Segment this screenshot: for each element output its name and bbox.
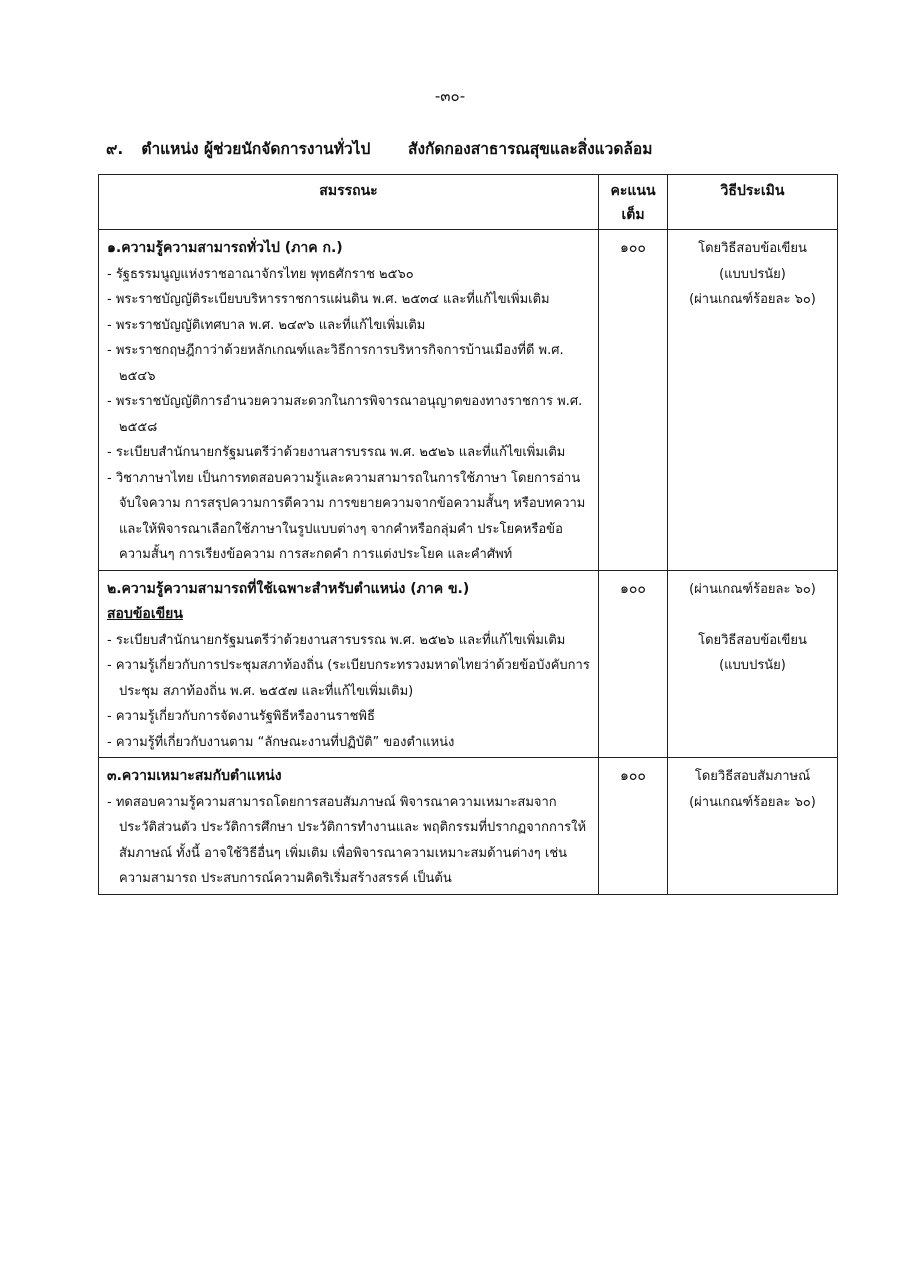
list-item: - พระราชบัญญัติการอำนวยความสะดวกในการพิจารณาอนุญาตของทางราชการ พ.ศ. ๒๕๕๘ [107, 389, 590, 440]
header-method: วิธีประเมิน [668, 175, 838, 230]
method-line: โดยวิธีสอบข้อเขียน [698, 632, 807, 648]
table-row [99, 230, 838, 571]
section-1-content [99, 230, 599, 571]
list-item: - ทดสอบความรู้ความสามารถโดยการสอบสัมภาษณ์ พิจารณาความเหมาะสมจากประวัติส่วนตัว ประวัติการศึกษา ประวัติการทำงานและ พฤติกรรมที่ปรากฏจากการให้สัมภาษณ์ ทั้งนี้ อาจใช้วิธีอื่นๆ เพิ่มเติม เพื่อพิจารณาความเหมาะสมด้านต่างๆ เช่น ความสามารถ ประสบการณ์ความคิดริเริ่มสร้างสรรค์ เป็นต้น [107, 790, 590, 892]
agency-title: สังกัดกองสาธารณสุขและสิ่งแวดล้อม [408, 140, 653, 158]
section-2-score: ๑๐๐ [599, 570, 668, 758]
list-item: - พระราชกฤษฎีกาว่าด้วยหลักเกณฑ์และวิธีการการบริหารกิจการบ้านเมืองที่ดี พ.ศ. ๒๕๔๖ [107, 338, 590, 389]
section-1-score: ๑๐๐ [599, 230, 668, 571]
section-title: ๑.ความรู้ความสามารถทั่วไป (ภาค ก.) [107, 240, 343, 256]
section-title: ๓.ความเหมาะสมกับตำแหน่ง [107, 768, 282, 784]
position-heading [106, 136, 653, 161]
list-item: - ระเบียบสำนักนายกรัฐมนตรีว่าด้วยงานสารบรรณ พ.ศ. ๒๕๒๖ และที่แก้ไขเพิ่มเติม [107, 440, 590, 466]
section-1-method [668, 230, 838, 571]
list-item: - พระราชบัญญัติเทศบาล พ.ศ. ๒๔๙๖ และที่แก้ไขเพิ่มเติม [107, 313, 590, 339]
table-row [99, 758, 838, 895]
list-item: - รัฐธรรมนูญแห่งราชอาณาจักรไทย พุทธศักราช ๒๕๖๐ [107, 262, 590, 288]
method-line: (ผ่านเกณฑ์ร้อยละ ๖๐) [689, 794, 816, 810]
list-item: - ระเบียบสำนักนายกรัฐมนตรีว่าด้วยงานสารบรรณ พ.ศ. ๒๕๒๖ และที่แก้ไขเพิ่มเติม [107, 628, 590, 654]
list-item: - ความรู้ที่เกี่ยวกับงานตาม “ลักษณะงานที่ปฏิบัติ” ของตำแหน่ง [107, 730, 590, 756]
table-header-row [99, 175, 838, 230]
header-competency: สมรรถนะ [99, 175, 599, 230]
position-title: ตำแหน่ง ผู้ช่วยนักจัดการงานทั่วไป [141, 140, 371, 158]
method-line: (แบบปรนัย) [719, 266, 786, 282]
method-line: (ผ่านเกณฑ์ร้อยละ ๖๐) [689, 581, 816, 597]
page-number: -๓๐- [434, 87, 466, 105]
section-3-score: ๑๐๐ [599, 758, 668, 895]
method-line: โดยวิธีสอบข้อเขียน [698, 241, 807, 256]
list-item: - วิชาภาษาไทย เป็นการทดสอบความรู้และความสามารถในการใช้ภาษา โดยการอ่านจับใจความ การสรุปความการตีความ การขยายความจากข้อความสั้นๆ หรือบทความ และให้พิจารณาเลือกใช้ภาษาในรูปแบบต่างๆ จากคำหรือกลุ่มคำ ประโยคหรือข้อความสั้นๆ การเรียงข้อความ การสะกดคำ การแต่งประโยค และคำศัพท์ [107, 466, 590, 568]
section-subtitle: สอบข้อเขียน [107, 606, 183, 622]
table-row [99, 570, 838, 758]
method-spacer [668, 602, 837, 628]
list-item: - พระราชบัญญัติระเบียบบริหารราชการแผ่นดิน พ.ศ. ๒๕๓๔ และที่แก้ไขเพิ่มเติม [107, 287, 590, 313]
section-title: ๒.ความรู้ความสามารถที่ใช้เฉพาะสำหรับตำแหน่ง (ภาค ข.) [107, 580, 470, 597]
section-3-method [668, 758, 838, 895]
method-line: (ผ่านเกณฑ์ร้อยละ ๖๐) [689, 292, 816, 307]
header-full-score-line1: คะแนน [610, 183, 656, 199]
method-line: (แบบปรนัย) [719, 658, 786, 673]
header-full-score-line2: เต็ม [621, 207, 645, 223]
list-item: - ความรู้เกี่ยวกับการประชุมสภาท้องถิ่น (ระเบียบกระทรวงมหาดไทยว่าด้วยข้อบังคับการประชุม สภาท้องถิ่น พ.ศ. ๒๕๕๗ และที่แก้ไขเพิ่มเติม) [107, 653, 590, 704]
competency-table [98, 174, 838, 895]
position-number: ๙. [106, 140, 124, 158]
section-2-content [99, 570, 599, 758]
list-item: - ความรู้เกี่ยวกับการจัดงานรัฐพิธีหรืองานราชพิธี [107, 704, 590, 730]
section-2-method [668, 570, 838, 758]
method-line: โดยวิธีสอบสัมภาษณ์ [694, 769, 811, 784]
header-full-score [599, 175, 668, 230]
section-3-content [99, 758, 599, 895]
